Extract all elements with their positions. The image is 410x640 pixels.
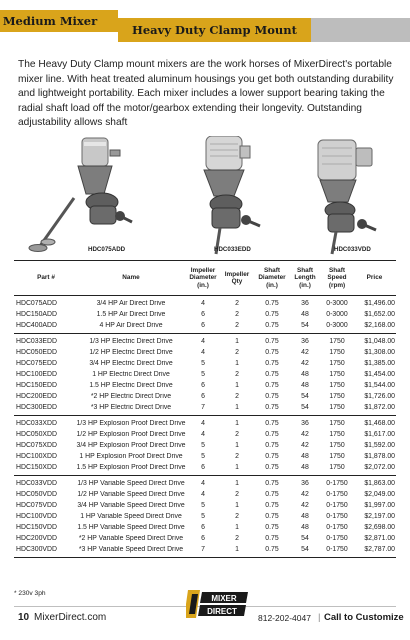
cell-impeller-diameter: 6 [201, 311, 205, 318]
table-body [14, 296, 396, 558]
mixer-image-electric [164, 136, 274, 256]
cell-shaft-diameter: 0.75 [265, 491, 279, 498]
table-row [14, 391, 396, 402]
table-row [14, 489, 396, 500]
cell-part: HDC200EDD [16, 393, 57, 400]
cell-shaft-diameter: 0.75 [265, 393, 279, 400]
cell-shaft-length: 54 [301, 393, 309, 400]
cell-part: HDC100EDD [16, 371, 57, 378]
cell-shaft-diameter: 0.75 [265, 502, 279, 509]
cell-shaft-length: 54 [301, 322, 309, 329]
cell-impeller-qty: 2 [235, 349, 239, 356]
table-row [14, 358, 396, 369]
cell-shaft-speed: 1750 [329, 360, 345, 367]
cell-name: 1/3 HP Electric Direct Drive [89, 338, 173, 345]
cell-shaft-diameter: 0.75 [265, 371, 279, 378]
cell-shaft-speed: 0-1750 [326, 546, 348, 553]
cell-name: *3 HP Variable Speed Direct Drive [78, 546, 184, 553]
cell-name: 3/4 HP Electric Direct Drive [89, 360, 173, 367]
cell-impeller-qty: 2 [235, 513, 239, 520]
cell-part: HDC050XDD [16, 431, 57, 438]
table-row [14, 402, 396, 413]
header-shaft-speed: Shaft Speed (rpm) [327, 266, 347, 289]
cell-name: 1.5 HP Explosion Proof Direct Drive [76, 464, 186, 471]
cell-part: HDC200VDD [16, 535, 57, 542]
cell-part: HDC300VDD [16, 546, 57, 553]
cell-shaft-length: 42 [301, 491, 309, 498]
header-price: Price [366, 274, 383, 282]
cell-shaft-diameter: 0.75 [265, 431, 279, 438]
cell-part: HDC300EDD [16, 404, 57, 411]
cell-impeller-qty: 2 [235, 322, 239, 329]
cell-shaft-speed: 1750 [329, 338, 345, 345]
cell-part: HDC075VDD [16, 502, 57, 509]
cell-price: $1,997.00 [364, 502, 395, 509]
cell-shaft-speed: 1750 [329, 404, 345, 411]
cell-shaft-speed: 1750 [329, 371, 345, 378]
cell-price: $2,049.00 [364, 491, 395, 498]
cell-part: HDC075ADD [16, 300, 57, 307]
cell-shaft-length: 36 [301, 480, 309, 487]
table-row [14, 500, 396, 511]
cell-part: HDC075EDD [16, 360, 57, 367]
cell-price: $2,168.00 [364, 322, 395, 329]
table-row [14, 544, 396, 555]
mixer-image-air [24, 136, 144, 256]
photo-caption: HDC033VDD [334, 246, 371, 253]
cell-shaft-speed: 0-3000 [326, 300, 348, 307]
cell-part: HDC150XDD [16, 464, 57, 471]
cell-shaft-diameter: 0.75 [265, 480, 279, 487]
category-tag: Medium Mixer [2, 14, 98, 28]
cell-impeller-qty: 1 [235, 338, 239, 345]
cell-price: $1,726.00 [364, 393, 395, 400]
cell-shaft-diameter: 0.75 [265, 300, 279, 307]
header-impeller-diameter: Impeller Diameter (in.) [189, 266, 217, 289]
logo-text-direct: DIRECT [207, 607, 237, 616]
cell-shaft-diameter: 0.75 [265, 420, 279, 427]
cell-shaft-speed: 1750 [329, 442, 345, 449]
cell-impeller-diameter: 4 [201, 349, 205, 356]
cell-part: HDC150EDD [16, 382, 57, 389]
cell-price: $2,197.00 [364, 513, 395, 520]
cell-shaft-diameter: 0.75 [265, 535, 279, 542]
cell-impeller-qty: 1 [235, 420, 239, 427]
cell-shaft-length: 48 [301, 382, 309, 389]
cell-price: $1,544.00 [364, 382, 395, 389]
cell-shaft-length: 36 [301, 300, 309, 307]
table-row [14, 451, 396, 462]
cell-name: *2 HP Variable Speed Direct Drive [78, 535, 184, 542]
cell-shaft-diameter: 0.75 [265, 453, 279, 460]
table-row [14, 347, 396, 358]
header-shaft-length: Shaft Length (in.) [294, 266, 316, 289]
cell-name: 1 HP Variable Speed Direct Drive [80, 513, 182, 520]
header-name: Name [122, 274, 140, 282]
footnote: * 230v 3ph [14, 590, 46, 597]
cell-impeller-diameter: 4 [201, 420, 205, 427]
mixer-image-variable [300, 136, 400, 256]
cell-name: 3/4 HP Variable Speed Direct Drive [77, 502, 185, 509]
table-group [14, 416, 396, 476]
cell-part: HDC033VDD [16, 480, 57, 487]
cell-shaft-length: 48 [301, 524, 309, 531]
cell-impeller-qty: 2 [235, 311, 239, 318]
photo-caption: HDC033EDD [214, 246, 251, 253]
cell-name: 1/3 HP Variable Speed Direct Drive [77, 480, 185, 487]
cell-shaft-diameter: 0.75 [265, 338, 279, 345]
table-row [14, 462, 396, 473]
intro-paragraph: The Heavy Duty Clamp mount mixers are the work horses of MixerDirect's portable mixer line. With heat treated aluminum housings you get both outstanding durability and lightweight portability. Each mixer includes a lower support bearing taking the radial shaft load off the motor/gearbox extending their longevity. Outstanding adjustability allows shaft [18, 59, 394, 129]
cell-impeller-diameter: 6 [201, 322, 205, 329]
site-link[interactable]: MixerDirect.com [34, 612, 107, 623]
cell-impeller-diameter: 7 [201, 546, 205, 553]
cell-shaft-length: 54 [301, 404, 309, 411]
cell-name: 1/2 HP Variable Speed Direct Drive [77, 491, 185, 498]
table-row [14, 320, 396, 331]
cell-name: 1.5 HP Electric Direct Drive [89, 382, 173, 389]
cell-shaft-speed: 1750 [329, 431, 345, 438]
cell-shaft-diameter: 0.75 [265, 404, 279, 411]
cell-price: $1,872.00 [364, 404, 395, 411]
cell-price: $1,878.00 [364, 453, 395, 460]
cell-price: $1,454.00 [364, 371, 395, 378]
cell-shaft-diameter: 0.75 [265, 360, 279, 367]
cell-shaft-diameter: 0.75 [265, 513, 279, 520]
footer-separator: | [318, 612, 321, 623]
cell-price: $1,592.00 [364, 442, 395, 449]
cell-shaft-speed: 0-1750 [326, 502, 348, 509]
cell-impeller-qty: 1 [235, 546, 239, 553]
cell-shaft-speed: 0-1750 [326, 535, 348, 542]
page-number: 10 [18, 612, 30, 623]
cell-impeller-qty: 2 [235, 300, 239, 307]
table-row [14, 418, 396, 429]
cell-part: HDC033XDD [16, 420, 57, 427]
cell-price: $1,652.00 [364, 311, 395, 318]
cell-impeller-qty: 2 [235, 453, 239, 460]
table-row [14, 511, 396, 522]
cell-impeller-qty: 2 [235, 393, 239, 400]
cell-shaft-speed: 1750 [329, 349, 345, 356]
cell-price: $1,496.00 [364, 300, 395, 307]
cell-shaft-length: 48 [301, 371, 309, 378]
cell-name: 1/2 HP Electric Direct Drive [89, 349, 173, 356]
cell-shaft-speed: 0-3000 [326, 322, 348, 329]
cell-part: HDC100VDD [16, 513, 57, 520]
cell-shaft-length: 42 [301, 442, 309, 449]
table-row [14, 533, 396, 544]
cell-part: HDC033EDD [16, 338, 57, 345]
cell-name: 1.5 HP Air Direct Drive [96, 311, 166, 318]
cell-price: $2,072.00 [364, 464, 395, 471]
cell-shaft-length: 48 [301, 453, 309, 460]
cell-shaft-diameter: 0.75 [265, 442, 279, 449]
cell-name: 1 HP Explosion Proof Direct Drive [79, 453, 183, 460]
cell-shaft-speed: 0-1750 [326, 513, 348, 520]
cell-impeller-qty: 1 [235, 464, 239, 471]
logo-text-mixer: MIXER [211, 594, 237, 603]
cell-impeller-qty: 1 [235, 360, 239, 367]
cell-price: $2,871.00 [364, 535, 395, 542]
cell-impeller-diameter: 6 [201, 524, 205, 531]
cell-part: HDC100XDD [16, 453, 57, 460]
cell-impeller-qty: 1 [235, 442, 239, 449]
cell-shaft-length: 48 [301, 311, 309, 318]
product-photos [0, 136, 410, 256]
cell-impeller-diameter: 7 [201, 404, 205, 411]
page-header [0, 0, 410, 46]
table-row [14, 309, 396, 320]
table-group [14, 476, 396, 558]
cell-name: *2 HP Electric Direct Drive [90, 393, 172, 400]
table-row [14, 440, 396, 451]
table-row [14, 380, 396, 391]
cell-shaft-speed: 0-3000 [326, 311, 348, 318]
cell-part: HDC075XDD [16, 442, 57, 449]
cell-name: 1/2 HP Explosion Proof Direct Drive [76, 431, 186, 438]
cell-name: 4 HP Air Direct Drive [99, 322, 163, 329]
cell-impeller-diameter: 5 [201, 360, 205, 367]
table-group [14, 334, 396, 416]
header-impeller-qty: Impeller Qty [224, 270, 250, 285]
call-to-customize: Call to Customize [324, 612, 404, 623]
cell-impeller-diameter: 6 [201, 393, 205, 400]
cell-shaft-diameter: 0.75 [265, 546, 279, 553]
table-row [14, 369, 396, 380]
cell-shaft-diameter: 0.75 [265, 524, 279, 531]
cell-impeller-diameter: 5 [201, 371, 205, 378]
cell-shaft-length: 54 [301, 535, 309, 542]
cell-shaft-length: 48 [301, 464, 309, 471]
cell-name: 1 HP Electric Direct Drive [92, 371, 170, 378]
table-row [14, 478, 396, 489]
cell-name: 3/4 HP Explosion Proof Direct Drive [76, 442, 186, 449]
page-title: Heavy Duty Clamp Mount [118, 18, 311, 42]
cell-impeller-diameter: 6 [201, 464, 205, 471]
cell-impeller-qty: 1 [235, 382, 239, 389]
cell-name: 1/3 HP Explosion Proof Direct Drive [76, 420, 186, 427]
table-header [14, 260, 396, 296]
cell-price: $1,308.00 [364, 349, 395, 356]
cell-shaft-diameter: 0.75 [265, 322, 279, 329]
table-group [14, 296, 396, 334]
cell-impeller-qty: 2 [235, 431, 239, 438]
cell-impeller-diameter: 6 [201, 382, 205, 389]
cell-impeller-diameter: 5 [201, 502, 205, 509]
cell-part: HDC050VDD [16, 491, 57, 498]
cell-shaft-length: 36 [301, 338, 309, 345]
cell-shaft-length: 42 [301, 502, 309, 509]
cell-impeller-qty: 1 [235, 480, 239, 487]
table-row [14, 298, 396, 309]
mixerdirect-logo [186, 586, 250, 622]
cell-impeller-diameter: 5 [201, 453, 205, 460]
cell-part: HDC400ADD [16, 322, 57, 329]
cell-impeller-qty: 1 [235, 524, 239, 531]
cell-price: $1,468.00 [364, 420, 395, 427]
cell-impeller-diameter: 6 [201, 535, 205, 542]
cell-price: $1,385.00 [364, 360, 395, 367]
table-row [14, 522, 396, 533]
cell-shaft-length: 42 [301, 431, 309, 438]
cell-impeller-qty: 2 [235, 371, 239, 378]
cell-impeller-diameter: 4 [201, 480, 205, 487]
cell-price: $1,048.00 [364, 338, 395, 345]
cell-impeller-qty: 2 [235, 491, 239, 498]
cell-shaft-speed: 0-1750 [326, 524, 348, 531]
cell-shaft-length: 54 [301, 546, 309, 553]
cell-shaft-speed: 1750 [329, 453, 345, 460]
cell-part: HDC150ADD [16, 311, 57, 318]
cell-shaft-length: 36 [301, 420, 309, 427]
cell-shaft-length: 42 [301, 349, 309, 356]
cell-impeller-diameter: 4 [201, 491, 205, 498]
cell-name: *3 HP Electric Direct Drive [90, 404, 172, 411]
cell-shaft-speed: 0-1750 [326, 491, 348, 498]
cell-price: $2,787.00 [364, 546, 395, 553]
cell-shaft-diameter: 0.75 [265, 349, 279, 356]
cell-shaft-diameter: 0.75 [265, 464, 279, 471]
cell-name: 3/4 HP Air Direct Drive [96, 300, 166, 307]
cell-shaft-speed: 1750 [329, 393, 345, 400]
cell-impeller-diameter: 4 [201, 431, 205, 438]
cell-part: HDC050EDD [16, 349, 57, 356]
cell-shaft-diameter: 0.75 [265, 382, 279, 389]
spec-table [14, 260, 396, 558]
cell-shaft-length: 42 [301, 360, 309, 367]
cell-shaft-speed: 0-1750 [326, 480, 348, 487]
cell-price: $1,617.00 [364, 431, 395, 438]
cell-impeller-diameter: 4 [201, 338, 205, 345]
cell-price: $1,863.00 [364, 480, 395, 487]
cell-name: 1.5 HP Variable Speed Direct Drive [77, 524, 185, 531]
photo-caption: HDC075ADD [88, 246, 126, 253]
cell-impeller-qty: 1 [235, 404, 239, 411]
cell-shaft-speed: 1750 [329, 464, 345, 471]
table-row [14, 429, 396, 440]
cell-shaft-speed: 1750 [329, 382, 345, 389]
cell-shaft-length: 48 [301, 513, 309, 520]
table-row [14, 336, 396, 347]
cell-part: HDC150VDD [16, 524, 57, 531]
cell-impeller-qty: 1 [235, 502, 239, 509]
cell-impeller-diameter: 4 [201, 300, 205, 307]
phone-number: 812-202-4047 [258, 613, 311, 623]
header-shaft-diameter: Shaft Diameter (in.) [258, 266, 286, 289]
header-part: Part # [37, 274, 55, 282]
cell-impeller-diameter: 5 [201, 513, 205, 520]
cell-impeller-qty: 2 [235, 535, 239, 542]
cell-price: $2,698.00 [364, 524, 395, 531]
cell-shaft-speed: 1750 [329, 420, 345, 427]
cell-shaft-diameter: 0.75 [265, 311, 279, 318]
cell-impeller-diameter: 5 [201, 442, 205, 449]
